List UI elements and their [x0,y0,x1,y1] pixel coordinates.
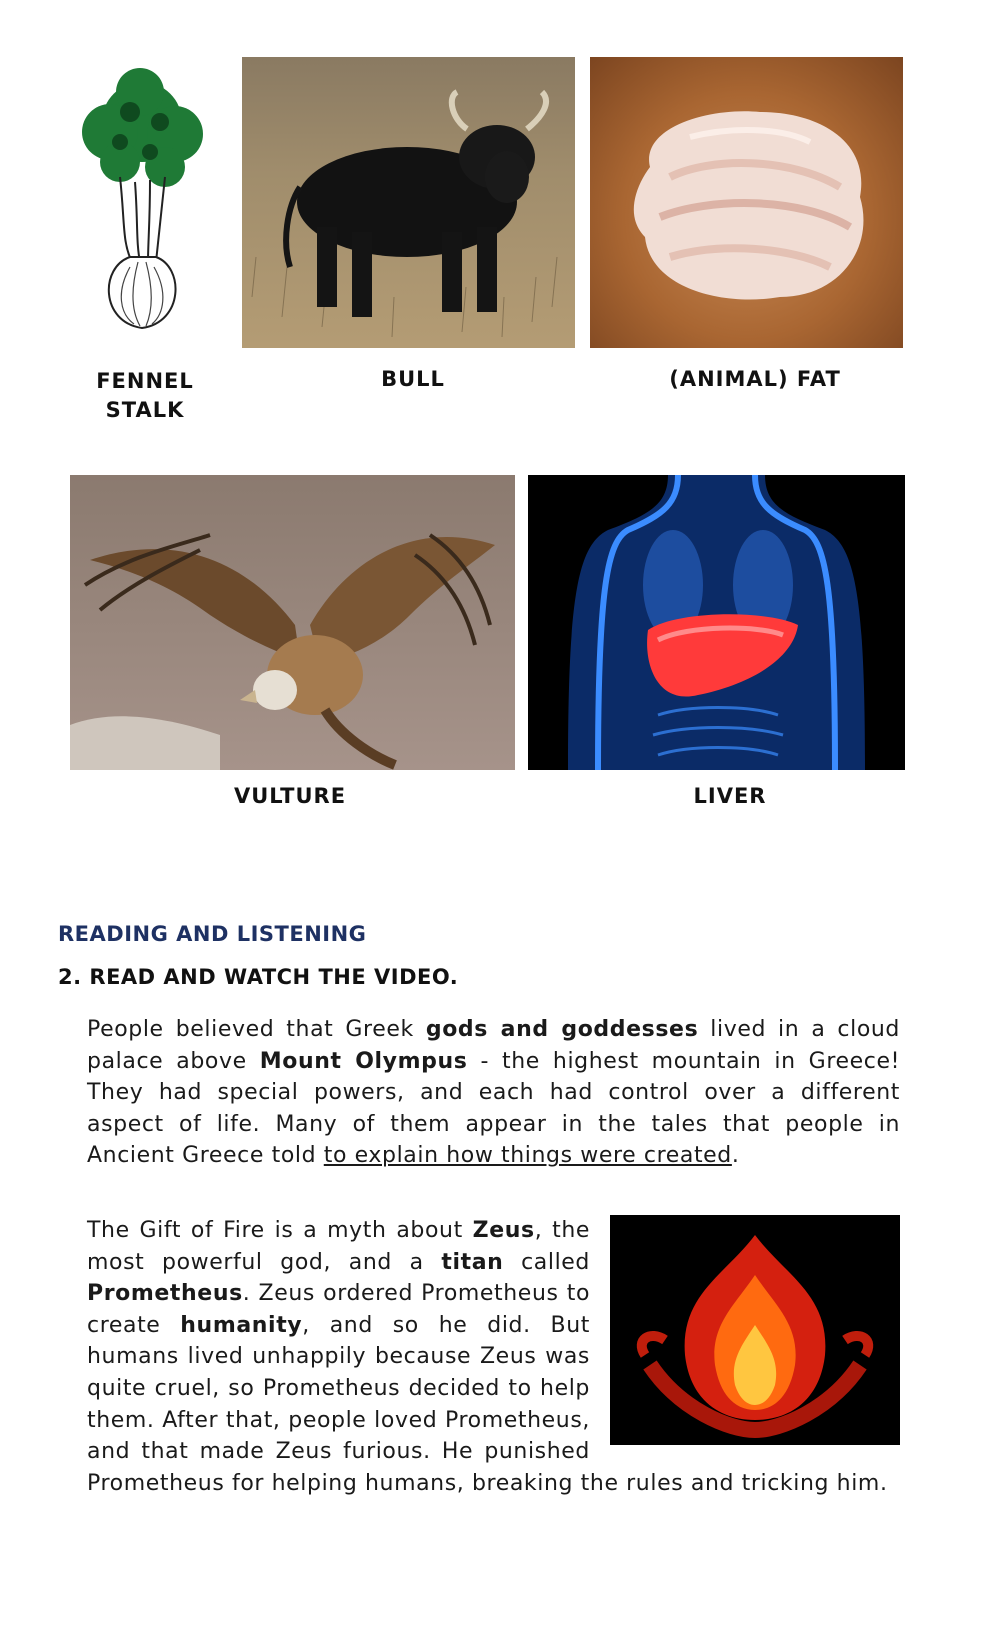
p1-bold-gods: gods and goddesses [425,1017,699,1042]
p1-underlined: to explain how things were created [323,1143,732,1169]
section-heading: READING AND LISTENING [58,922,367,946]
animal-fat-label: (ANIMAL) FAT [669,367,841,391]
p2-text-5: , and so he did. But humans lived unhappily because Zeus was quite cruel, so Prometheus decided to help them. After that, people loved Prometheus, and that made Zeus furious. He punished Prometheus for helping humans, breaking the rules and tricking him. [87,1312,888,1496]
liver-image [528,475,905,770]
p1-text-2: lived in a cloud palace above [87,1017,900,1074]
fennel-stalk-label: FENNEL STALK [96,369,194,422]
animal-fat-image [590,57,903,348]
p2-text-1: The Gift of Fire is a myth about [87,1218,473,1243]
paragraph-gift-of-fire [87,1215,900,1499]
vulture-image [70,475,515,770]
bull-image [242,57,575,348]
fire-illustration [610,1215,900,1445]
p2-text-4: . Zeus ordered Prometheus to create [87,1281,590,1338]
bull-label: BULL [381,367,445,391]
p2-bold-prometheus: Prometheus [87,1281,243,1307]
liver-label: LIVER [693,784,767,808]
paragraph-intro [87,1014,900,1172]
fat-illustration [590,57,903,348]
p2-text-2: , the most powerful god, and a [87,1218,591,1275]
p2-bold-humanity: humanity [180,1312,303,1338]
task-instruction: 2. READ AND WATCH THE VIDEO. [58,965,459,989]
fire-image [610,1215,900,1445]
p1-text-4: . [731,1143,740,1169]
p2-bold-zeus: Zeus [472,1218,535,1243]
fennel-illustration [60,62,220,342]
liver-illustration [528,475,905,770]
vulture-label: VULTURE [233,784,347,808]
p1-text-1: People believed that Greek [87,1017,426,1042]
p1-bold-olympus: Mount Olympus [259,1048,468,1074]
bull-illustration [242,57,575,348]
fennel-image [60,62,220,342]
p2-text-3: called [503,1249,591,1275]
p1-text-3: - the highest mountain in Greece! They had special powers, and each had control over a different aspect of life. Many of them appear in the tales that people in Ancient Greece told [87,1048,900,1169]
vulture-illustration [70,475,515,770]
p2-bold-titan: titan [441,1249,504,1275]
